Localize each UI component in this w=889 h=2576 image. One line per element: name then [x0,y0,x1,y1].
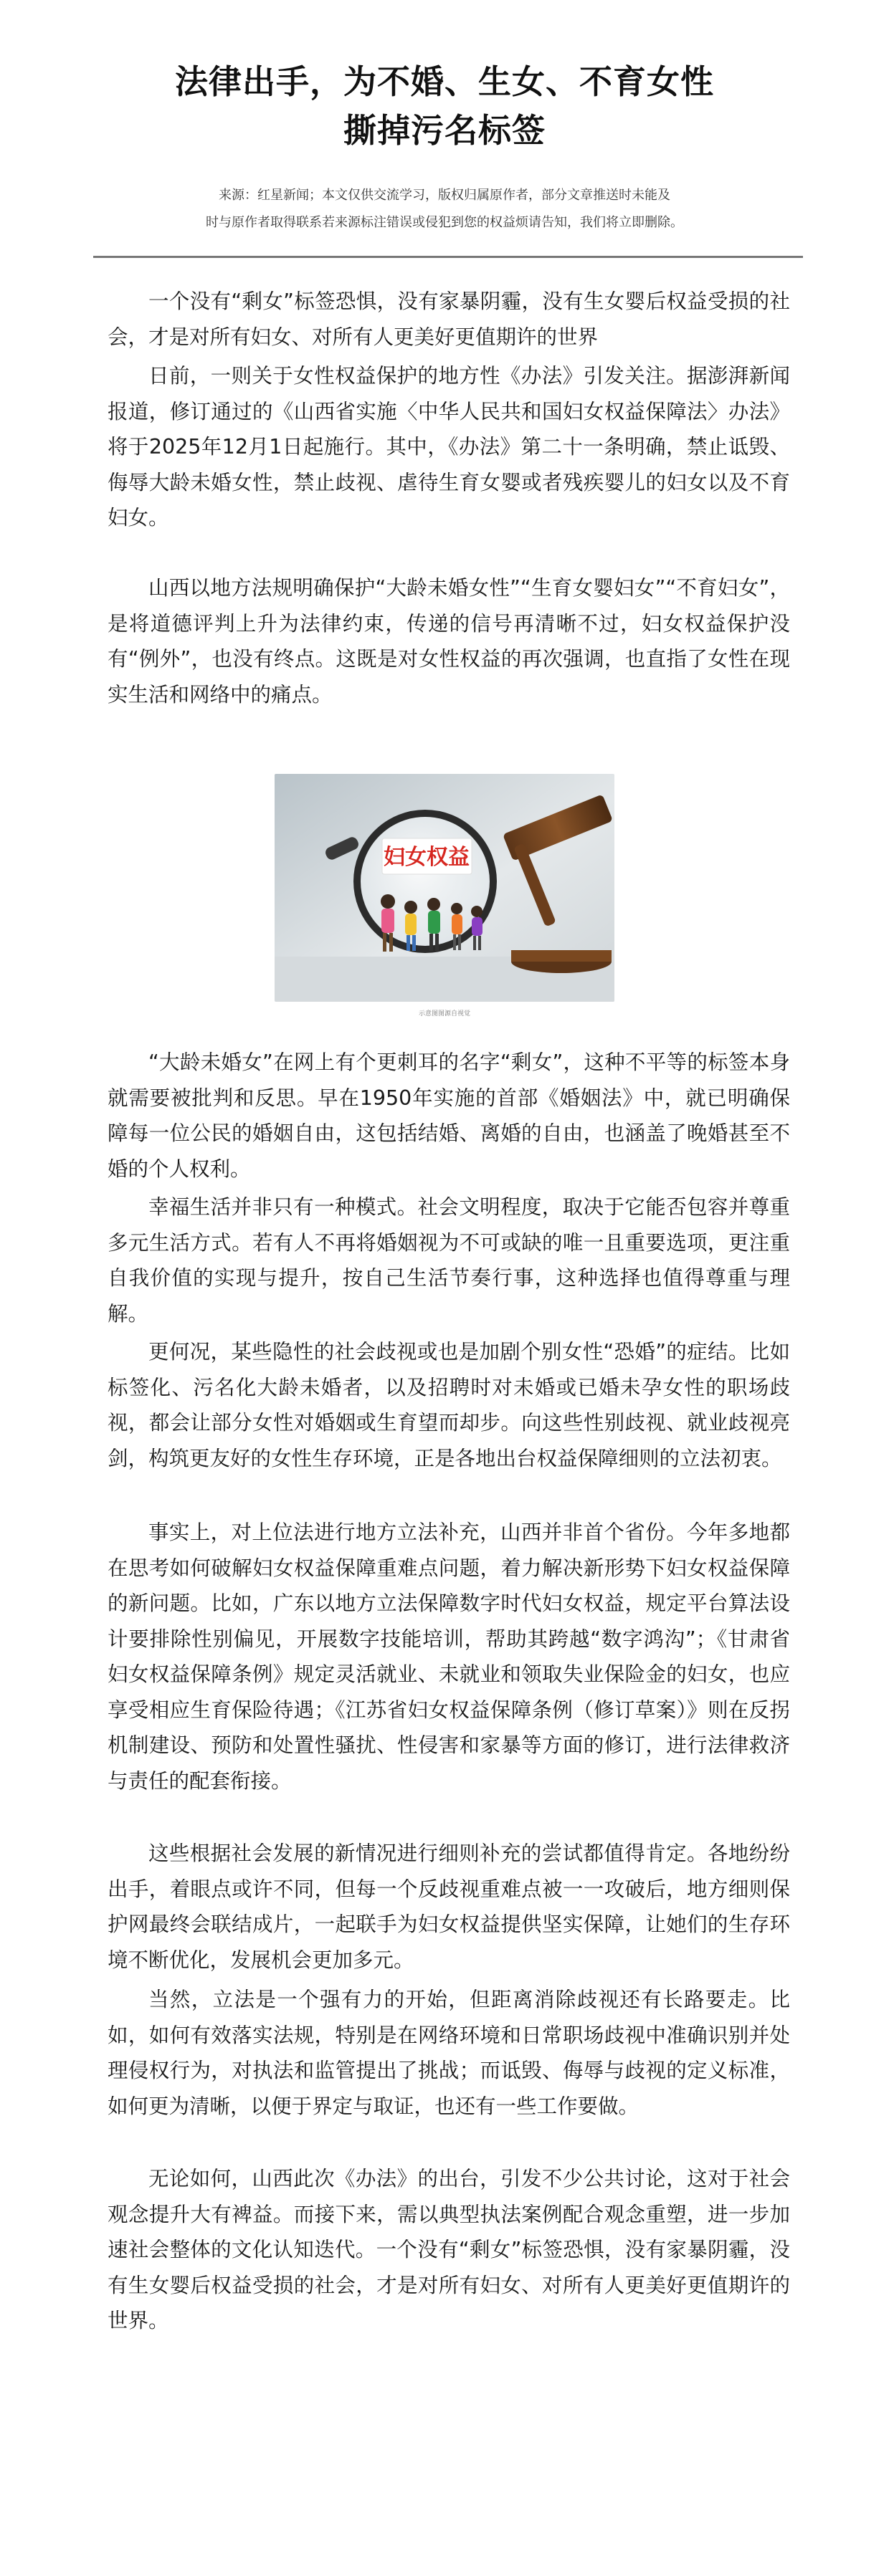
paragraph-10: 无论如何，山西此次《办法》的出台，引发不少公共讨论，这对于社会观念提升大有裨益。而接下来，需以典型执法案例配合观念重塑，进一步加速社会整体的文化认知迭代。一个没有“剩女”标签恐惧，没有家暴阴霾，没有生女婴后权益受损的社会，才是对所有妇女、对所有人更美好更值期许的世界。 [108,2167,790,2332]
paragraph-6: 更何况，某些隐性的社会歧视或也是加剧个别女性“恐婚”的症结。比如标签化、污名化大龄未婚者，以及招聘时对未婚或已婚未孕女性的职场歧视，都会让部分女性对婚姻或生育望而却步。向这些性别歧视、就业歧视亮剑，构筑更友好的女性生存环境，正是各地出台权益保障细则的立法初衷。 [108,1340,790,1470]
paragraph-7: 事实上，对上位法进行地方立法补充，山西并非首个省份。今年多地都在思考如何破解妇女权益保障重难点问题，着力解决新形势下妇女权益保障的新问题。比如，广东以地方立法保障数字时代妇女权益，规定平台算法设计要排除性别偏见，开展数字技能培训，帮助其跨越“数字鸿沟”；《甘肃省妇女权益保障条例》规定灵活就业、未就业和领取失业保险金的妇女，也应享受相应生育保险待遇；《江苏省妇女权益保障条例（修订草案）》则在反拐机制建设、预防和处置性骚扰、性侵害和家暴等方面的修订，进行法律救济与责任的配套衔接。 [108,1521,790,1793]
paragraph-4: “大龄未婚女”在网上有个更刺耳的名字“剩女”，这种不平等的标签本身就需要被批判和反思。早在1950年实施的首部《婚姻法》中，就已明确保障每一位公民的婚姻自由，这包括结婚、离婚的自由，也涵盖了晚婚甚至不婚的个人权利。 [108,1050,790,1181]
source-note-line-1: 来源：红星新闻；本文仅供交流学习，版权归属原作者，部分文章推送时未能及 [219,188,670,203]
article-figure [275,774,614,1002]
paragraph-1: 一个没有“剩女”标签恐惧，没有家暴阴霾，没有生女婴后权益受损的社会，才是对所有妇女、对所有人更美好更值期许的世界 [108,289,790,349]
title-line-1: 法律出手，为不婚、生女、不育女性 [175,62,714,101]
source-note-line-2: 时与原作者取得联系若来源标注错误或侵犯到您的权益烦请告知，我们将立即删除。 [206,215,683,230]
paragraph-2: 日前，一则关于女性权益保护的地方性《办法》引发关注。据澎湃新闻报道，修订通过的《山西省实施〈中华人民共和国妇女权益保障法〉办法》将于2025年12月1日起施行。其中，《办法》第二十一条明确，禁止诋毁、侮辱大龄未婚女性，禁止歧视、虐待生育女婴或者残疾婴儿的妇女以及不育妇女。 [108,364,790,530]
paragraph-5: 幸福生活并非只有一种模式。社会文明程度，取决于它能否包容并尊重多元生活方式。若有人不再将婚姻视为不可或缺的唯一且重要选项，更注重自我价值的实现与提升，按自己生活节奏行事，这种选择也值得尊重与理解。 [108,1195,790,1326]
sign-text: 妇女权益 [384,845,470,870]
paragraph-9: 当然，立法是一个强有力的开始，但距离消除歧视还有长路要走。比如，如何有效落实法规，特别是在网络环境和日常职场歧视中准确识别并处理侵权行为，对执法和监管提出了挑战；而诋毁、侮辱与歧视的定义标准，如何更为清晰，以便于界定与取证，也还有一些工作要做。 [108,1988,790,2118]
divider [93,256,803,258]
paragraph-8: 这些根据社会发展的新情况进行细则补充的尝试都值得肯定。各地纷纷出手，着眼点或许不同，但每一个反歧视重难点被一一攻破后，地方细则保护网最终会联结成片，一起联手为妇女权益提供坚实保障，让她们的生存环境不断优化，发展机会更加多元。 [108,1842,790,1972]
paragraph-3: 山西以地方法规明确保护“大龄未婚女性”“生育女婴妇女”“不育妇女”，是将道德评判上升为法律约束，传递的信号再清晰不过，妇女权益保护没有“例外”，也没有终点。这既是对女性权益的再次强调，也直指了女性在现实生活和网络中的痛点。 [108,576,790,707]
figure-caption: 示意图图源自视觉 [418,1010,470,1018]
title-line-2: 撕掉污名标签 [343,111,546,150]
